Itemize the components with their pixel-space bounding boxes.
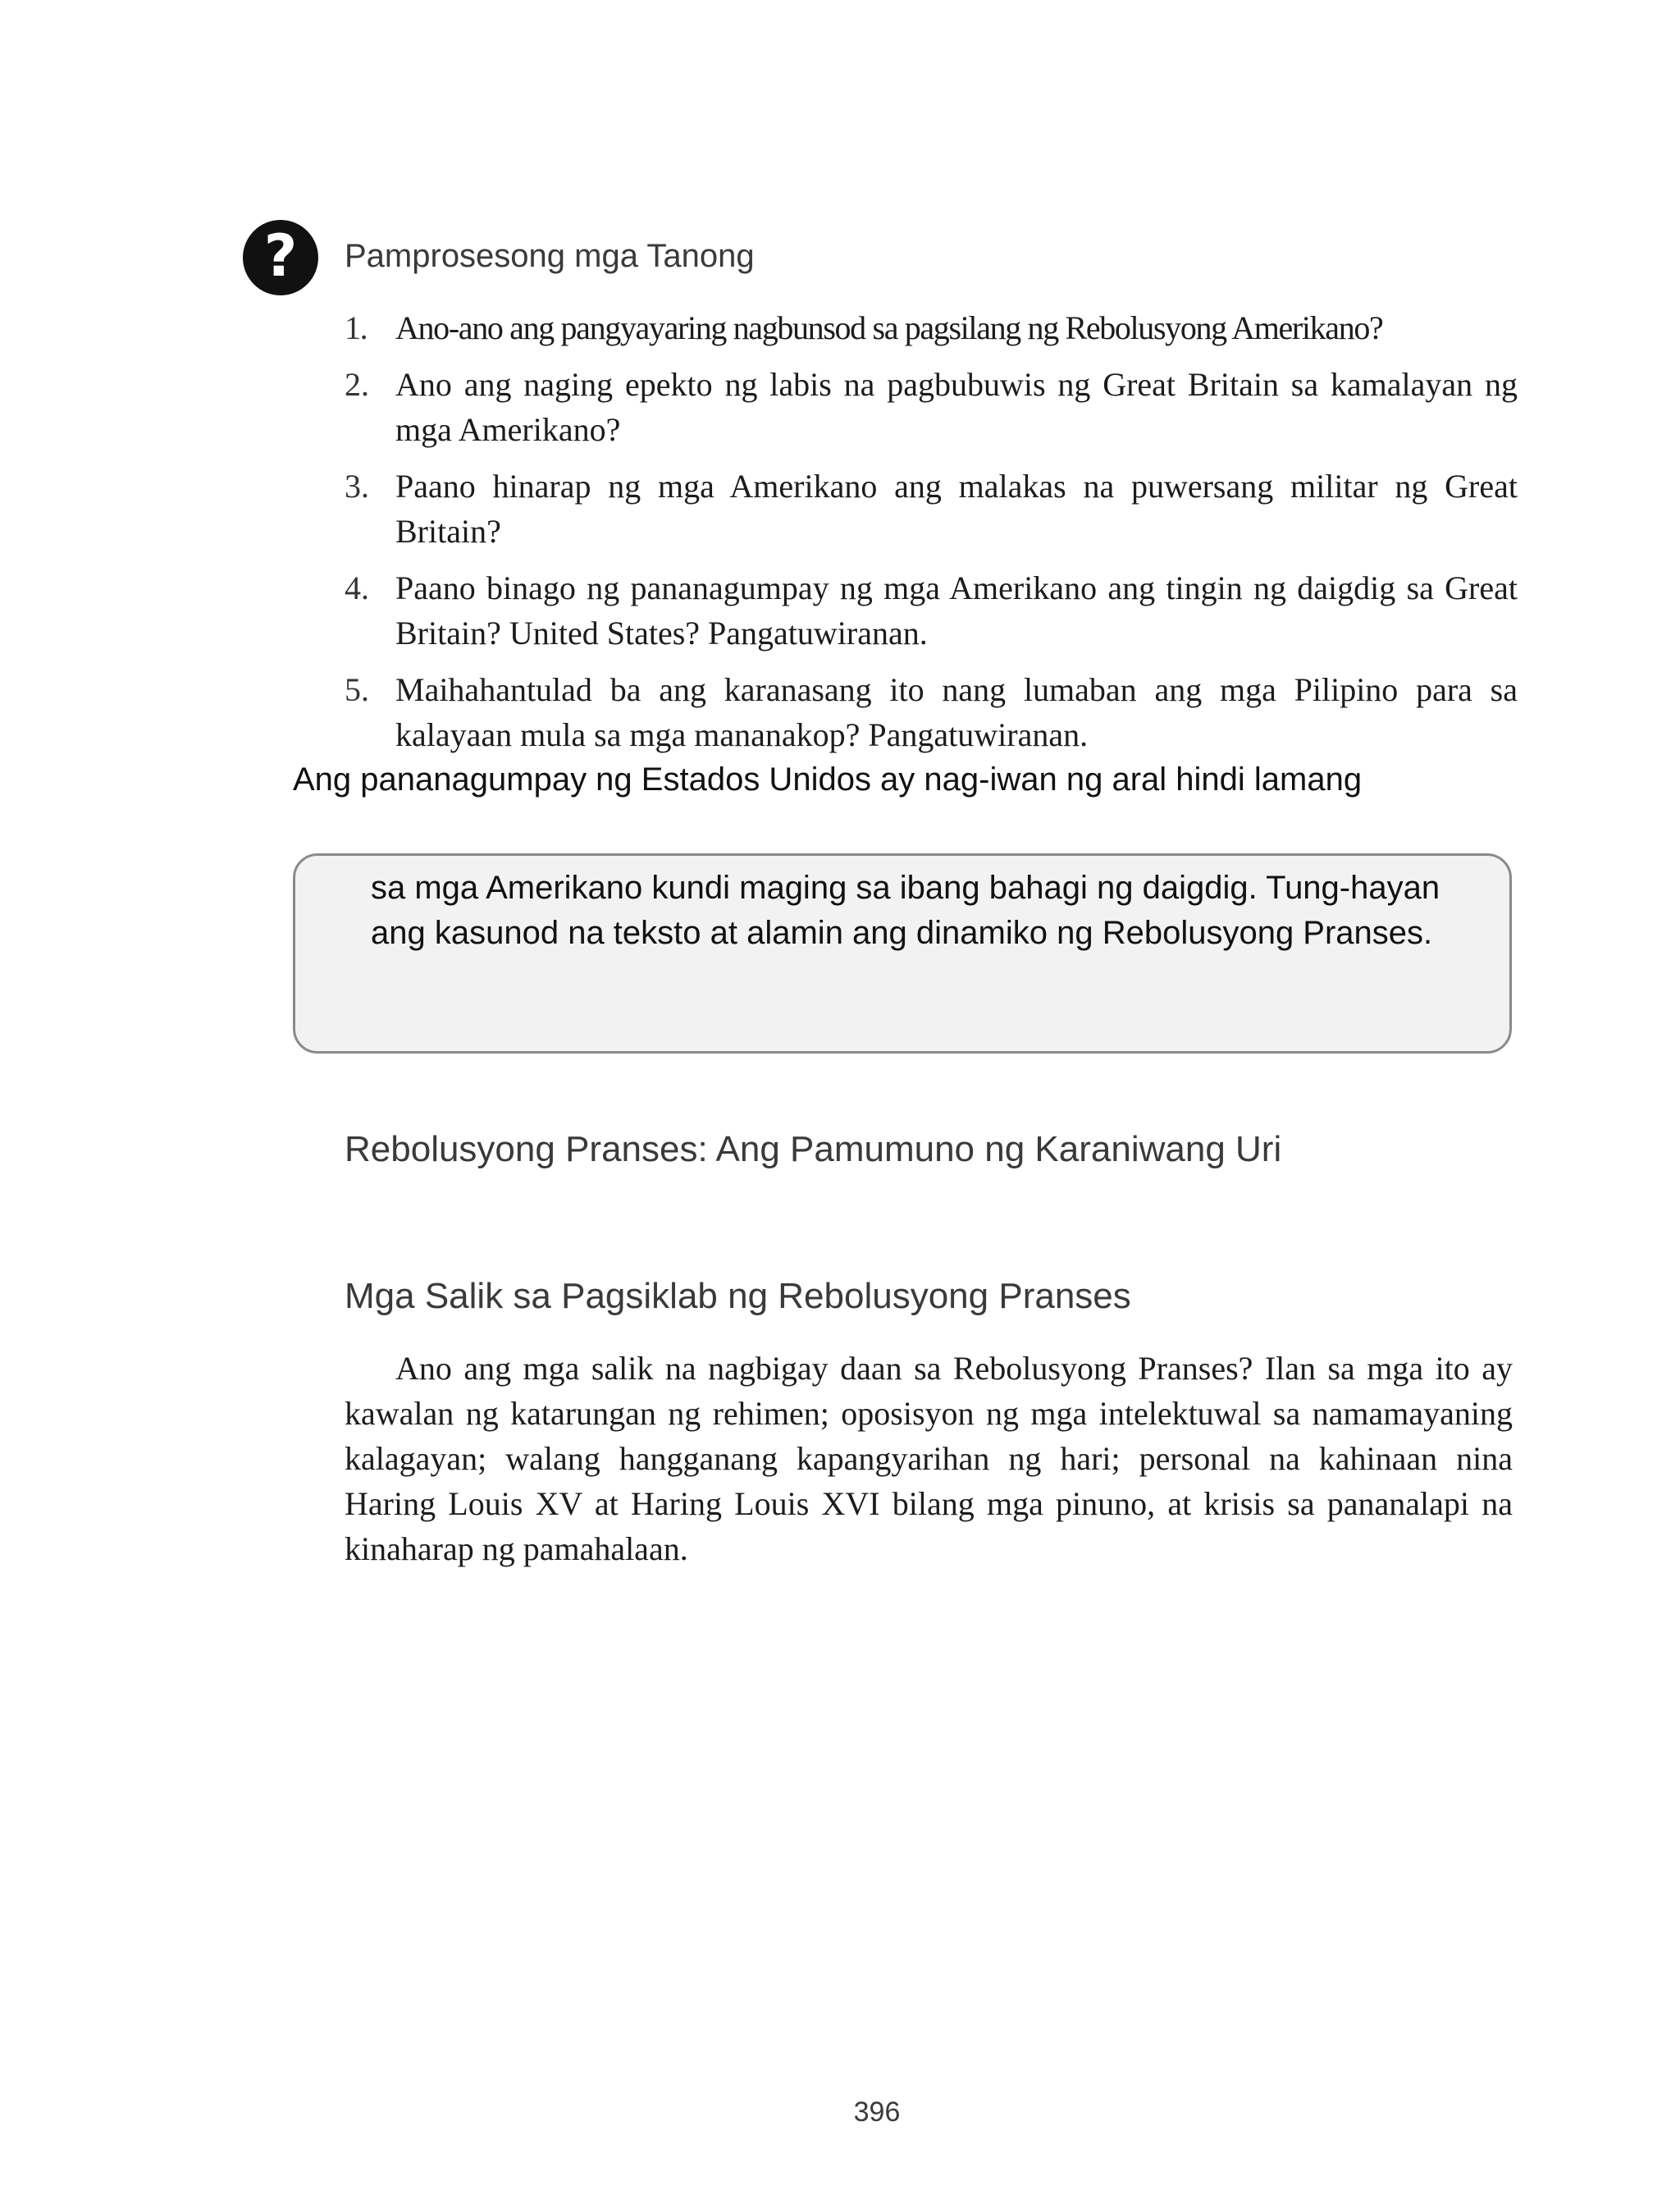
question-number: 5. <box>345 671 369 708</box>
question-item-4 <box>345 565 1518 656</box>
subsection-title: Mga Salik sa Pagsiklab ng Rebolusyong Pranses <box>345 1276 1131 1316</box>
question-text: Ano ang naging epekto ng labis na pagbubuwis ng Great Britain sa kamalayan ng mga Amerikano? <box>395 366 1518 448</box>
question-item-2 <box>345 362 1518 452</box>
question-text: Paano hinarap ng mga Amerikano ang malakas na puwersang militar ng Great Britain? <box>395 468 1518 550</box>
question-text: Ano-ano ang pangyayaring nagbunsod sa pagsilang ng Rebolusyong Amerikano? <box>395 309 1383 346</box>
question-item-3 <box>345 464 1518 554</box>
question-item-1 <box>345 305 1518 350</box>
question-number: 1. <box>345 309 368 346</box>
body-paragraph: Ano ang mga salik na nagbigay daan sa Rebolusyong Pranses? Ilan sa mga ito ay kawalan ng katarungan ng rehimen; oposisyon ng mga intelektuwal sa namamayaning kalagayan; walang hangganang kapangyarihan ng hari; personal na kahinaan nina Haring Louis XV at Haring Louis XVI bilang mga pinuno, at krisis sa pananalapi na kinaharap ng pamahalaan. <box>345 1350 1513 1567</box>
processing-questions-heading: Pamprosesong mga Tanong <box>345 238 755 274</box>
intro-line: Ang pananagumpay ng Estados Unidos ay nag-iwan ng aral hindi lamang <box>293 761 1363 798</box>
page-number: 396 <box>853 2096 901 2128</box>
question-mark-glyph: ? <box>263 222 298 290</box>
callout-box <box>293 853 1512 1054</box>
question-item-5 <box>345 667 1518 757</box>
question-number: 3. <box>345 468 369 505</box>
questions-list <box>345 305 1518 769</box>
question-text: Maihahantulad ba ang karanasang ito nang lumaban ang mga Pilipino para sa kalayaan mula sa mga mananakop? Pangatuwiranan. <box>395 671 1518 753</box>
section-title: Rebolusyong Pranses: Ang Pamumuno ng Karaniwang Uri <box>345 1129 1282 1169</box>
question-mark-icon <box>243 220 318 295</box>
question-text: Paano binago ng pananagumpay ng mga Amerikano ang tingin ng daigdig sa Great Britain? United States? Pangatuwiranan. <box>395 569 1518 652</box>
callout-text: sa mga Amerikano kundi maging sa ibang bahagi ng daigdig. Tung-hayan ang kasunod na teksto at alamin ang dinamiko ng Rebolusyong Pranses. <box>371 870 1440 951</box>
question-number: 4. <box>345 569 369 606</box>
question-number: 2. <box>345 366 369 403</box>
